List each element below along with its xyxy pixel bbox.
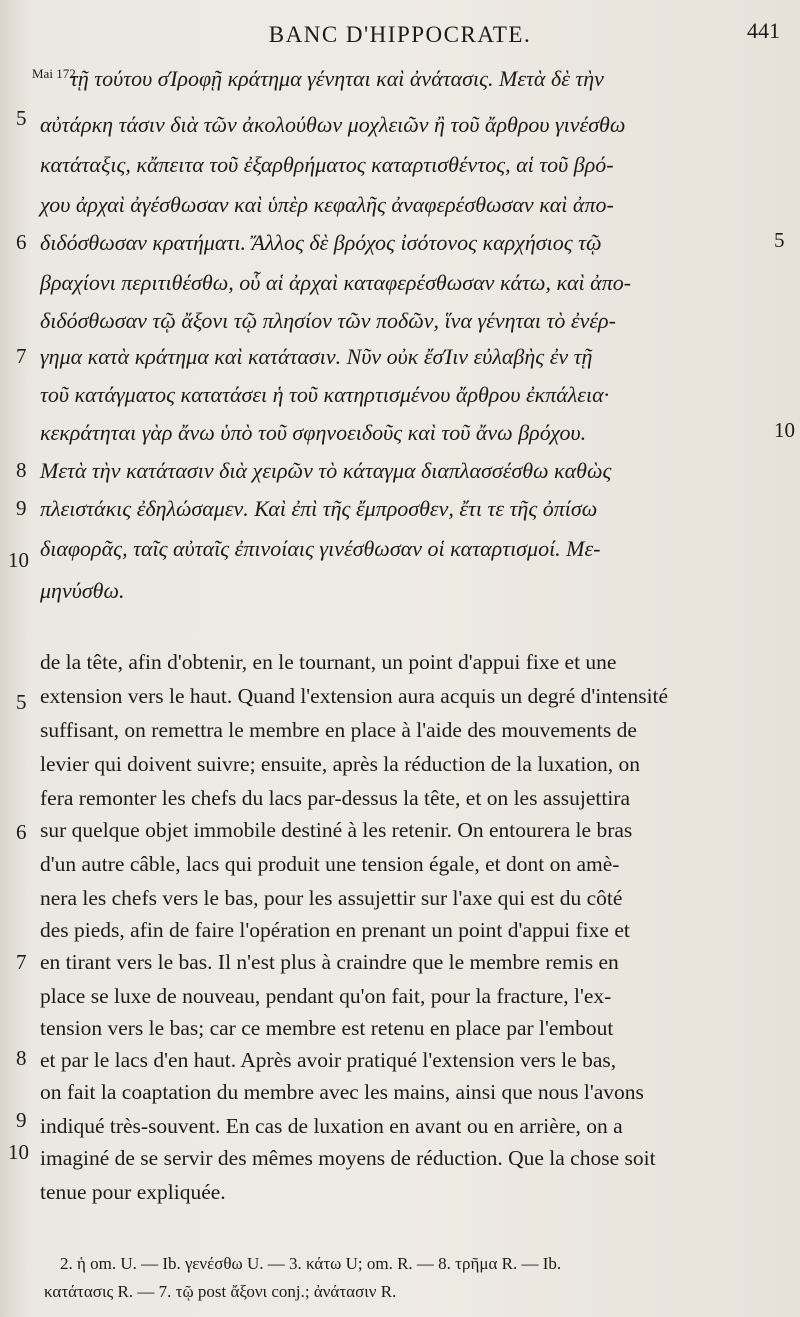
greek-line: διδόσθωσαν κρατήματι. Ἄλλος δὲ βρόχος ἰσότονος καρχήσιος τῷ	[40, 230, 602, 255]
running-header-title: BANC D'HIPPOCRATE.	[268, 22, 532, 47]
greek-line: βραχίονι περιτιθέσθω, οὗ αἱ ἀρχαὶ καταφερέσθωσαν κάτω, καὶ ἀπο-	[40, 270, 632, 295]
french-line-number: 9	[16, 1108, 27, 1132]
french-line: extension vers le haut. Quand l'extension aura acquis un degré d'intensité	[40, 684, 669, 708]
french-line: levier qui doivent suivre; ensuite, après la réduction de la luxation, on	[40, 752, 641, 776]
greek-line: διαφορᾶς, ταῖς αὐταῖς ἐπινοίαις γινέσθωσαν οἱ καταρτισμοί. Με-	[40, 536, 601, 561]
french-line: suffisant, on remettra le membre en place à l'aide des mouvements de	[40, 718, 637, 742]
greek-line-number: 6	[16, 230, 27, 254]
greek-line: γημα κατὰ κράτημα καὶ κατάτασιν. Νῦν οὐκ ἔσΊιν εὐλαβὴς ἐν τῇ	[40, 344, 593, 369]
page-number: 441	[747, 18, 780, 43]
manuscript-reference: Mai 172.	[32, 66, 79, 81]
french-line: en tirant vers le bas. Il n'est plus à craindre que le membre remis en	[40, 950, 619, 974]
french-line-number: 6	[16, 820, 27, 844]
french-line: nera les chefs vers le bas, pour les assujettir sur l'axe qui est du côté	[40, 886, 623, 910]
french-line: imaginé de se servir des mêmes moyens de réduction. Que la chose soit	[40, 1146, 656, 1170]
greek-line-number: 5	[16, 106, 27, 130]
footnote-line: 2. ἡ om. U. — Ib. γενέσθω U. — 3. κάτω U; om. R. — 8. τρῆμα R. — Ib.	[60, 1254, 562, 1273]
french-line: et par le lacs d'en haut. Après avoir pratiqué l'extension vers le bas,	[40, 1048, 617, 1072]
french-line: d'un autre câble, lacs qui produit une tension égale, et dont on amè-	[40, 852, 620, 876]
french-line-number: 8	[16, 1046, 27, 1070]
greek-margin-number: 10	[774, 418, 795, 442]
greek-line-number: 8	[16, 458, 27, 482]
french-line: on fait la coaptation du membre avec les mains, ainsi que nous l'avons	[40, 1080, 644, 1104]
greek-line: Μετὰ τὴν κατάτασιν διὰ χειρῶν τὸ κάταγμα διαπλασσέσθω καθὼς	[40, 458, 612, 483]
greek-margin-number: 5	[774, 228, 785, 252]
french-line: des pieds, afin de faire l'opération en prenant un point d'appui fixe et	[40, 918, 630, 942]
greek-line: κεκράτηται γὰρ ἄνω ὑπὸ τοῦ σφηνοειδοῦς καὶ τοῦ ἄνω βρόχου.	[40, 420, 587, 445]
greek-line: τῇ τούτου σΊροφῇ κράτημα γένηται καὶ ἀνάτασις. Μετὰ δὲ τὴν	[70, 66, 604, 91]
greek-line: μηνύσθω.	[40, 578, 125, 603]
french-line: fera remonter les chefs du lacs par-dessus la tête, et on les assujettira	[40, 786, 630, 810]
french-line-number: 5	[16, 690, 27, 714]
french-line: indiqué très-souvent. En cas de luxation en avant ou en arrière, on a	[40, 1114, 623, 1138]
greek-line: τοῦ κατάγματος κατατάσει ἡ τοῦ κατηρτισμένου ἄρθρου ἐκπάλεια·	[40, 382, 610, 407]
french-line: sur quelque objet immobile destiné à les retenir. On entourera le bras	[40, 818, 633, 842]
greek-line: κατάταξις, κἄπειτα τοῦ ἐξαρθρήματος καταρτισθέντος, αἱ τοῦ βρό-	[40, 152, 614, 177]
greek-line: αὐτάρκη τάσιν διὰ τῶν ἀκολούθων μοχλειῶν ἢ τοῦ ἄρθρου γινέσθω	[40, 112, 626, 137]
greek-line-number: 10	[8, 548, 29, 572]
french-line-number: 10	[8, 1140, 29, 1164]
greek-line-number: 9	[16, 496, 27, 520]
greek-line: χου ἀρχαὶ ἀγέσθωσαν καὶ ὑπὲρ κεφαλῆς ἀναφερέσθωσαν καὶ ἀπο-	[40, 192, 614, 217]
french-line-number: 7	[16, 950, 27, 974]
greek-line: διδόσθωσαν τῷ ἄξονι τῷ πλησίον τῶν ποδῶν, ἵνα γένηται τὸ ἐνέρ-	[40, 308, 616, 333]
french-line: tension vers le bas; car ce membre est retenu en place par l'embout	[40, 1016, 614, 1040]
french-line: de la tête, afin d'obtenir, en le tournant, un point d'appui fixe et une	[40, 650, 617, 674]
french-line: tenue pour expliquée.	[40, 1180, 226, 1204]
greek-line-number: 7	[16, 344, 27, 368]
french-line: place se luxe de nouveau, pendant qu'on fait, pour la fracture, l'ex-	[40, 984, 612, 1008]
greek-line: πλειστάκις ἐδηλώσαμεν. Καὶ ἐπὶ τῆς ἔμπροσθεν, ἔτι τε τῆς ὀπίσω	[40, 496, 598, 521]
footnote-line: κατάτασις R. — 7. τῷ post ἄξονι conj.; ἀνάτασιν R.	[44, 1282, 397, 1301]
